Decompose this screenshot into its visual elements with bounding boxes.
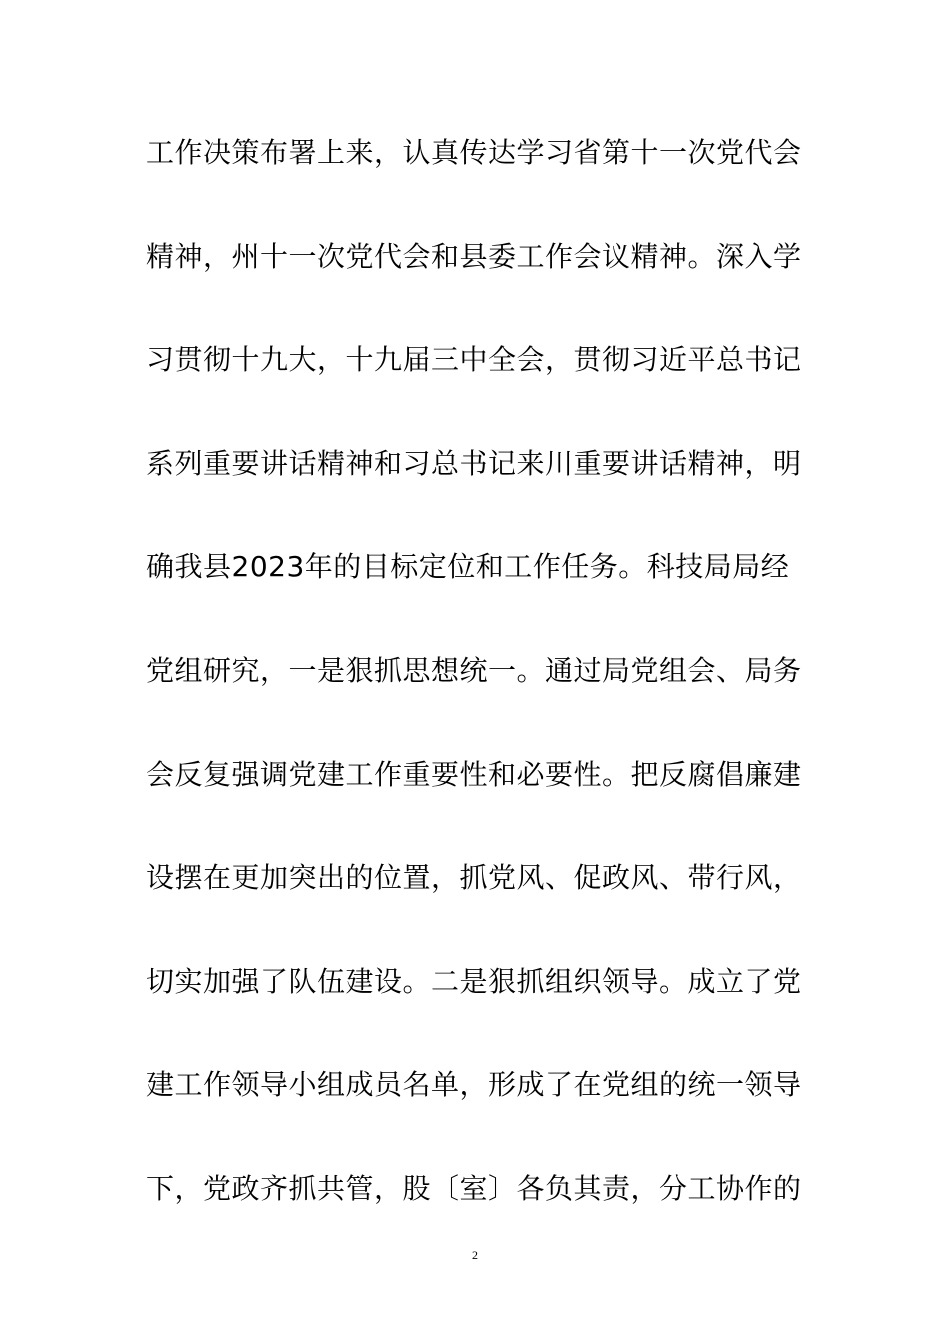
text-line: 设摆在更加突出的位置，抓党风、促政风、带行风，	[146, 861, 802, 895]
text-line: 党组研究，一是狠抓思想统一。通过局党组会、局务	[146, 653, 802, 687]
text-line: 下，党政齐抓共管，股〔室〕各负其责，分工协作的	[146, 1171, 802, 1205]
text-line: 精神，州十一次党代会和县委工作会议精神。深入学	[146, 239, 802, 273]
text-line: 习贯彻十九大，十九届三中全会，贯彻习近平总书记	[146, 343, 802, 377]
page-number: 2	[472, 1248, 478, 1262]
text-line: 系列重要讲话精神和习总书记来川重要讲话精神，明	[146, 446, 802, 480]
text-line: 切实加强了队伍建设。二是狠抓组织领导。成立了党	[146, 964, 802, 998]
text-line: 建工作领导小组成员名单，形成了在党组的统一领导	[146, 1068, 802, 1102]
text-line: 会反复强调党建工作重要性和必要性。把反腐倡廉建	[146, 757, 802, 791]
text-line: 确我县2023年的目标定位和工作任务。科技局局经	[146, 550, 790, 584]
body-text	[146, 128, 816, 1268]
text-line: 工作决策布署上来，认真传达学习省第十一次党代会	[146, 136, 802, 169]
